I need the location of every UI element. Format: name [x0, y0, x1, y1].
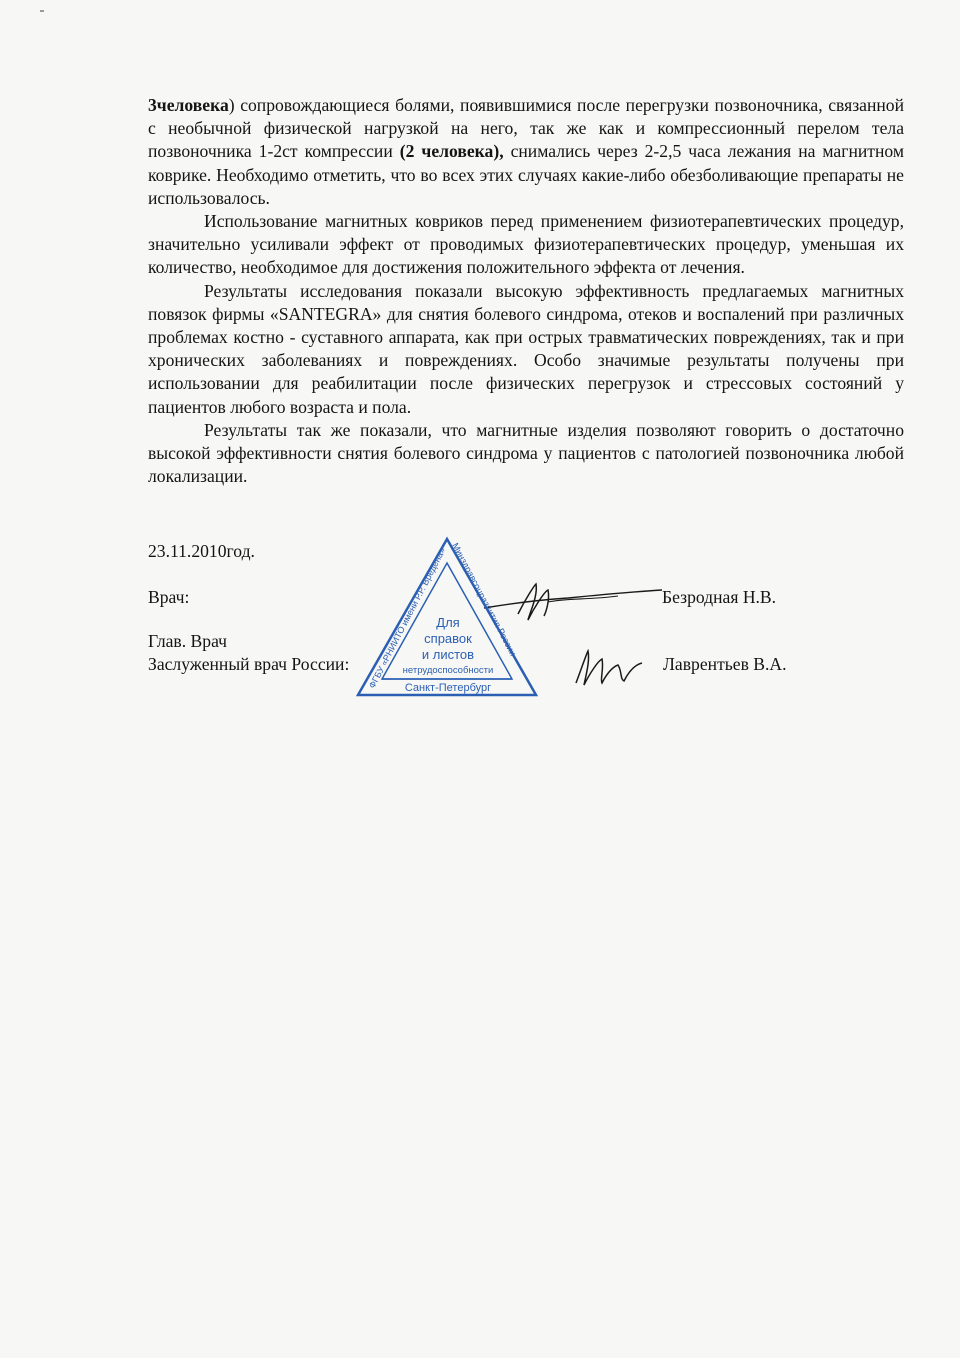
- stamp-line-1: Для: [436, 615, 460, 630]
- paragraph-1-text-b: снимались через 2-2,5 часа лежания на магнитном коврике. Необходимо отметить, что во всех этих случаях какие-либо обезболивающие препараты не использовалось.: [148, 141, 904, 208]
- stamp-line-2: справок: [424, 631, 472, 646]
- institution-stamp: [352, 533, 542, 703]
- body-text: [148, 94, 904, 488]
- stamp-line-3: и листов: [421, 647, 475, 662]
- bold-count-start: 3человека: [148, 95, 229, 115]
- scan-speck: [40, 10, 44, 12]
- paragraph-1-text-a: ) сопровождающиеся болями, появившимися после перегрузки позвоночника, связанной с необычной физической нагрузкой на него, так же как и компрессионный перелом тела позвоночника 1-2ст компрессии: [148, 95, 904, 162]
- document-date: 23.11.2010год.: [148, 541, 255, 561]
- paragraph-2: Использование магнитных ковриков перед применением физиотерапевтических процедур, значительно усиливали эффект от проводимых физиотерапевтических процедур, уменьшая их количество, необходимое для достижения положительного эффекта от лечения.: [148, 211, 904, 278]
- honored-doctor-label: Заслуженный врач России:: [148, 654, 350, 674]
- chief-name: Лаврентьев В.А.: [663, 654, 787, 674]
- doctor-label: Врач:: [148, 587, 190, 607]
- stamp-line-4: нетрудоспособности: [402, 665, 494, 676]
- stamp-bottom-text: Санкт-Петербург: [404, 682, 492, 694]
- doctor-name: Безродная Н.В.: [662, 587, 777, 607]
- paragraph-1: [148, 94, 904, 210]
- paragraph-4: Результаты так же показали, что магнитные изделия позволяют говорить о достаточно высокой эффективности снятия болевого синдрома у пациентов с патологией позвоночника любой локализации.: [148, 419, 904, 487]
- stamp-right-text: Минздравсоцразвития России: [450, 541, 519, 658]
- chief-label: Глав. Врач: [148, 631, 228, 651]
- stamp-left-text: ФГБУ «РНИИТО имени Р.Р. Вредена»: [366, 545, 448, 690]
- paragraph-3: Результаты исследования показали высокую эффективность предлагаемых магнитных повязок фирмы «SANTEGRA» для снятия болевого синдрома, отеков и воспалений при различных проблемах костно - суставного аппарата, как при острых травматических повреждениях, так и при хронических заболеваниях и повреждениях. Особо значимые результаты получены при использовании для реабилитации после физических перегрузок и стрессовых состояний у пациентов любого возраста и пола.: [148, 280, 904, 417]
- bold-count-mid: (2 человека),: [399, 141, 504, 162]
- chief-signature: [568, 645, 648, 693]
